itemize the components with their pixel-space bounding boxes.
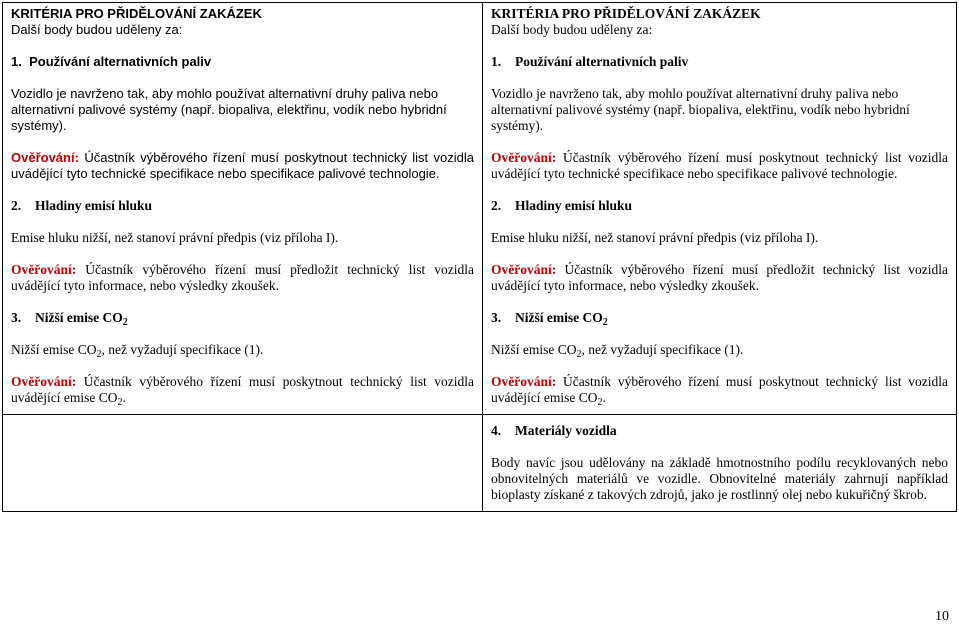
- table-row: [3, 3, 957, 415]
- left-s2-verify-label: Ověřování:: [11, 262, 77, 277]
- right-s3-verify-label: Ověřování:: [491, 374, 557, 389]
- empty-cell: [3, 415, 483, 512]
- right-s1-heading: [491, 54, 948, 70]
- left-s2-verify: [11, 262, 474, 294]
- left-s3-verify-end: .: [122, 390, 126, 405]
- left-s2-body: Emise hluku nižší, než stanoví právní předpis (viz příloha I).: [11, 230, 339, 245]
- left-s2-verify-text: Účastník výběrového řízení musí předložit technický list vozidla uvádějící tyto informace, nebo výsledky zkoušek.: [11, 262, 475, 293]
- left-s2-title: Hladiny emisí hluku: [35, 198, 153, 213]
- right-s4-heading: [491, 423, 948, 439]
- right-s4-title: Materiály vozidla: [515, 423, 617, 438]
- right-s3-body: [491, 342, 948, 358]
- left-s3-heading: [11, 310, 474, 326]
- left-s1-body: Vozidlo je navrženo tak, aby mohlo používat alternativní druhy paliva nebo alternativní palivové systémy (např. biopaliva, elektřinu, vodík nebo hybridní systémy).: [11, 86, 447, 133]
- right-s1-title: Používání alternativních paliv: [515, 54, 689, 69]
- left-s1-heading: [11, 54, 474, 70]
- right-s1-num: 1.: [491, 54, 502, 69]
- left-s3-body-post: , než vyžadují specifikace (1).: [101, 342, 264, 357]
- right-s3-verify-end: .: [602, 390, 606, 405]
- left-s3-verify: [11, 374, 474, 406]
- right-s4-cell: [483, 415, 957, 512]
- right-s3-heading: [491, 310, 948, 326]
- right-s3-body-pre: Nižší emise CO: [491, 342, 577, 357]
- left-header-title: KRITÉRIA PRO PŘIDĚLOVÁNÍ ZAKÁZEK: [11, 6, 262, 21]
- right-s4-body: Body navíc jsou udělovány na základě hmotnostního podílu recyklovaných nebo obnovitelných materiálů ve vozidle. Obnovitelné materiály zahrnují například bioplasty získané z takových zdrojů, jako je rostlinný olej nebo kukuřičný škrob.: [491, 455, 948, 502]
- right-s3-title: Nižší emise CO: [515, 310, 603, 325]
- right-intro: Další body budou uděleny za:: [491, 22, 653, 37]
- left-s1-verify-text: Účastník výběrového řízení musí poskytnout technický list vozidla uvádějící tyto technické specifikace nebo specifikace palivové technologie.: [11, 150, 474, 181]
- right-s1-verify-text: Účastník výběrového řízení musí poskytnout technický list vozidla uvádějící tyto technické specifikace nebo specifikace palivové technologie.: [491, 150, 948, 181]
- left-s3-verify-sub: 2: [117, 397, 123, 408]
- left-s3-verify-label: Ověřování:: [11, 374, 77, 389]
- left-s1-num: 1.: [11, 54, 22, 69]
- left-s2-heading: [11, 198, 474, 214]
- right-s2-num: 2.: [491, 198, 502, 213]
- left-s3-num: 3.: [11, 310, 22, 325]
- right-s3-verify: [491, 374, 948, 406]
- right-s3-body-post: , než vyžadují specifikace (1).: [581, 342, 744, 357]
- right-s3-title-sub: 2: [602, 317, 608, 328]
- right-header-title: KRITÉRIA PRO PŘIDĚLOVÁNÍ ZAKÁZEK: [491, 6, 761, 21]
- right-s2-heading: [491, 198, 948, 214]
- left-s3-body-sub: 2: [96, 349, 102, 360]
- left-s3-title-sub: 2: [122, 317, 128, 328]
- left-intro: Další body budou uděleny za:: [11, 22, 183, 37]
- table-row: [3, 415, 957, 512]
- page-number: 10: [935, 609, 949, 624]
- left-s1-verify-label: Ověřování:: [11, 150, 79, 165]
- right-column: [483, 3, 957, 415]
- right-s2-body: Emise hluku nižší, než stanoví právní předpis (viz příloha I).: [491, 230, 819, 245]
- right-s2-verify: [491, 262, 948, 294]
- right-s2-title: Hladiny emisí hluku: [515, 198, 633, 213]
- right-s1-verify-label: Ověřování:: [491, 150, 557, 165]
- right-s1-verify: [491, 150, 948, 182]
- right-s3-num: 3.: [491, 310, 502, 325]
- left-column: [3, 3, 483, 415]
- left-s3-body-pre: Nižší emise CO: [11, 342, 97, 357]
- right-s3-body-sub: 2: [576, 349, 582, 360]
- right-s3-verify-sub: 2: [597, 397, 603, 408]
- right-s2-verify-label: Ověřování:: [491, 262, 557, 277]
- left-s3-title: Nižší emise CO: [35, 310, 123, 325]
- comparison-table: [2, 2, 957, 512]
- left-s3-body: [11, 342, 474, 358]
- right-s4-num: 4.: [491, 423, 502, 438]
- left-s3-verify-text: Účastník výběrového řízení musí poskytnout technický list vozidla uvádějící emise CO: [11, 374, 474, 405]
- right-s1-body: Vozidlo je navrženo tak, aby mohlo používat alternativní druhy paliva nebo alternativní palivové systémy (např. biopaliva, elektřinu, vodík nebo hybridní systémy).: [491, 86, 910, 133]
- left-s1-title: Používání alternativních paliv: [29, 54, 212, 69]
- left-s1-verify: [11, 150, 474, 182]
- right-s2-verify-text: Účastník výběrového řízení musí předložit technický list vozidla uvádějící tyto informace, nebo výsledky zkoušek.: [491, 262, 949, 293]
- right-s3-verify-text: Účastník výběrového řízení musí poskytnout technický list vozidla uvádějící emise CO: [491, 374, 948, 405]
- left-s2-num: 2.: [11, 198, 22, 213]
